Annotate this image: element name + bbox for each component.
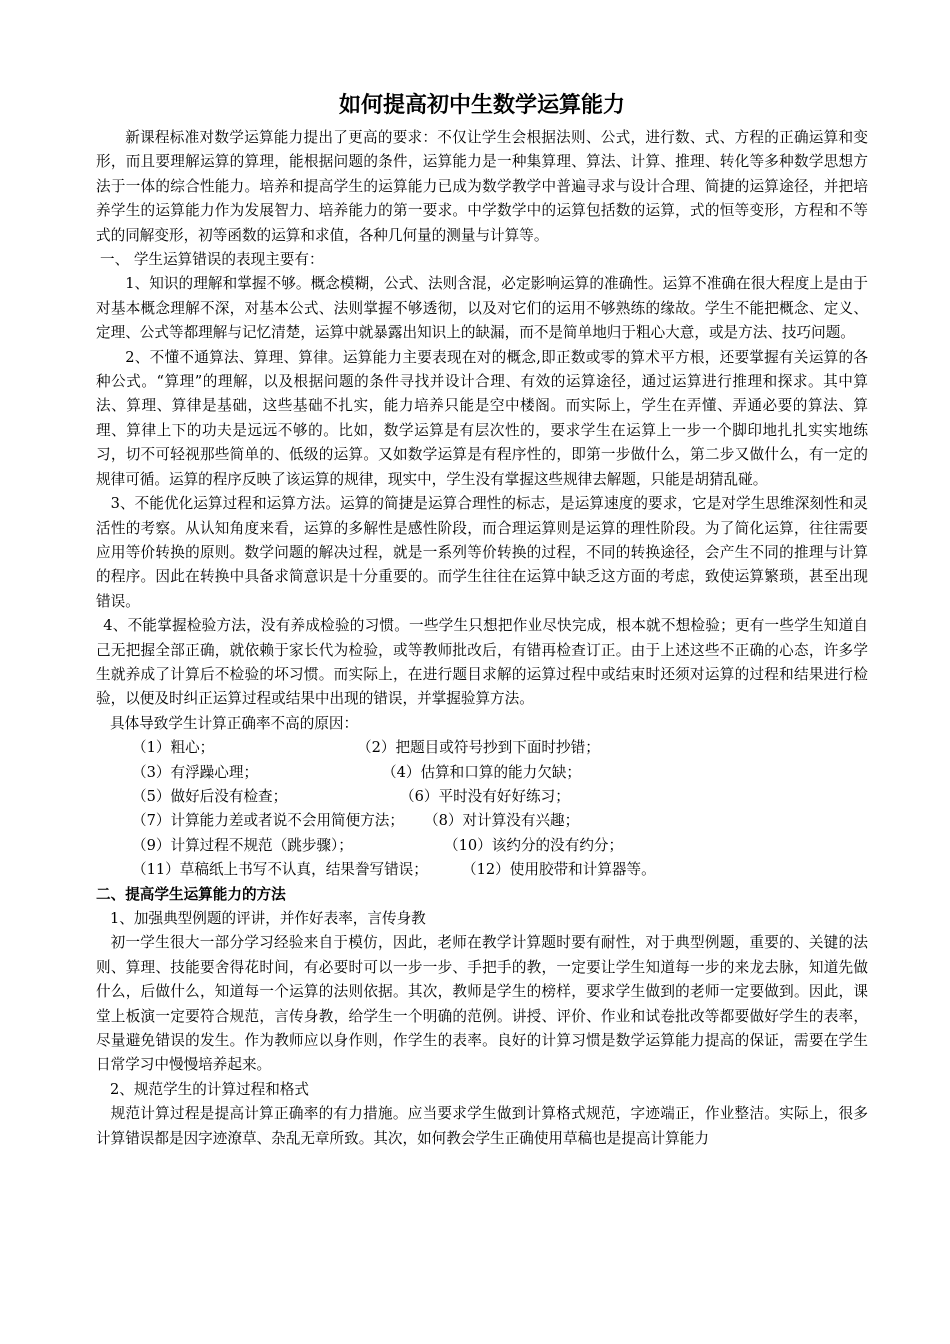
section2-item-1-body: 初一学生很大一部分学习经验来自于模仿，因此，老师在教学计算题时要有耐性，对于典型例题，重要的、关键的法则、算理、技能要舍得花时间，有必要时可以一步一步、手把手的教，一定要让学生知道每一步的来龙去脉，知道先做什么，后做什么，知道每一个运算的法则依据。其次，教师是学生的榜样，要求学生做到的老师一定要做到。因此，课堂上板演一定要符合规范，言传身教，给学生一个明确的范例。讲授、评价、作业和试卷批改等都要做好学生的表率，尽量避免错误的发生。作为教师应以身作则，作学生的表率。良好的计算习惯是数学运算能力提高的保证，需要在学生日常学习中慢慢培养起来。 <box>96 934 868 1074</box>
section2-item-2-body: 规范计算过程是提高计算正确率的有力措施。应当要求学生做到计算格式规范，字迹端正，作业整洁。实际上，很多计算错误都是因字迹潦草、杂乱无章所致。其次，如何教会学生正确使用草稿也是提高计算能力 <box>96 1105 868 1147</box>
reason-row <box>96 858 868 882</box>
reason-item: （5）做好后没有检查； <box>132 787 288 805</box>
reason-item: （3）有浮躁心理； <box>132 763 259 781</box>
section2-heading: 二、提高学生运算能力的方法 <box>96 885 286 903</box>
section1-point-3: 3、不能优化运算过程和运算方法。运算的简捷是运算合理性的标志，是运算速度的要求，它是对学生思维深刻性和灵活性的考察。从认知角度来看，运算的多解性是感性阶段，而合理运算则是运算的理性阶段。为了简化运算，往往需要应用等价转换的原则。数学问题的解决过程，就是一系列等价转换的过程，不同的转换途径，会产生不同的推理与计算的程序。因此在转换中具备求简意识是十分重要的。而学生往往在运算中缺乏这方面的考虑，致使运算繁琐，甚至出现错误。 <box>96 495 868 610</box>
section1-point-4: 4、不能掌握检验方法，没有养成检验的习惯。一些学生只想把作业尽快完成，根本就不想检验；更有一些学生知道自己无把握全部正确，就依赖于家长代为检验，或等教师批改后，有错再检查订正。由于上述这些不正确的心态，许多学生就养成了计算后不检验的坏习惯。而实际上，在进行题目求解的运算过程中或结束时还须对运算的过程和结果进行检验，以便及时纠正运算过程或结果中出现的错误，并掌握验算方法。 <box>96 617 868 708</box>
reason-item: （10）该约分的没有约分； <box>444 836 624 854</box>
reasons-list <box>96 736 868 882</box>
reason-item: （7）计算能力差或者说不会用简便方法； <box>132 812 404 830</box>
section1-point-2: 2、不懂不通算法、算理、算律。运算能力主要表现在对的概念,即正数或零的算术平方根，还要掌握有关运算的各种公式。“算理”的理解，以及根据问题的条件寻找并设计合理、有效的运算途径，通过运算进行推理和探求。其中算法、算理、算律是基础，这些基础不扎实，能力培养只能是空中楼阁。而实际上，学生在弄懂、弄通必要的算法、算理、算律上下的功夫是远远不够的。比如，数学运算是有层次性的，要求学生在运算上一步一个脚印地扎扎实实地练习，切不可轻视那些简单的、低级的运算。又如数学运算是有程序性的，即第一步做什么，第二步又做什么，有一定的规律可循。运算的程序反映了该运算的规律，现实中，学生没有掌握这些规律去解题，只能是胡猜乱碰。 <box>96 348 868 488</box>
reason-row <box>96 761 868 785</box>
reason-item: （6）平时没有好好练习； <box>400 787 570 805</box>
section2-item-1-heading: 1、加强典型例题的评讲，并作好表率，言传身教 <box>110 910 426 927</box>
reason-row <box>96 736 868 760</box>
reason-item: （1）粗心； <box>132 739 215 757</box>
reason-row <box>96 809 868 833</box>
reason-row <box>96 834 868 858</box>
reason-item: （9）计算过程不规范（跳步骤）； <box>132 836 353 854</box>
reason-item: （2）把题目或符号抄到下面时抄错； <box>357 739 600 757</box>
reason-row <box>96 785 868 809</box>
intro-paragraph: 新课程标准对数学运算能力提出了更高的要求：不仅让学生会根据法则、公式，进行数、式、方程的正确运算和变形，而且要理解运算的算理，能根据问题的条件，运算能力是一种集算理、算法、计算、推理、转化等多种数学思想方法于一体的综合性能力。培养和提高学生的运算能力已成为数学教学中普遍寻求与设计合理、简捷的运算途径，并把培养学生的运算能力作为发展智力、培养能力的第一要求。中学数学中的运算包括数的运算，式的恒等变形，方程和不等式的同解变形，初等函数的运算和求值，各种几何量的测量与计算等。 <box>96 129 868 244</box>
reasons-intro: 具体导致学生计算正确率不高的原因： <box>110 714 359 732</box>
reason-item: （11）草稿纸上书写不认真，结果誊写错误； <box>132 861 428 879</box>
document-title: 如何提高初中生数学运算能力 <box>338 93 625 118</box>
section1-point-1: 1、知识的理解和掌握不够。概念模糊，公式、法则含混，必定影响运算的准确性。运算不准确在很大程度上是由于对基本概念理解不深，对基本公式、法则掌握不够透彻，以及对它们的运用不够熟练的缘故。学生不能把概念、定义、定理、公式等都理解与记忆清楚，运算中就暴露出知识上的缺漏，而不是简单地归于粗心大意，或是方法、技巧问题。 <box>96 275 868 342</box>
reason-item: （4）估算和口算的能力欠缺； <box>382 763 582 781</box>
section2-item-2-heading: 2、规范学生的计算过程和格式 <box>110 1080 310 1098</box>
reason-item: （12）使用胶带和计算器等。 <box>462 861 656 879</box>
section1-heading: 一、 学生运算错误的表现主要有： <box>100 251 324 269</box>
document-page <box>96 88 868 1151</box>
reason-item: （8）对计算没有兴趣； <box>424 812 580 830</box>
